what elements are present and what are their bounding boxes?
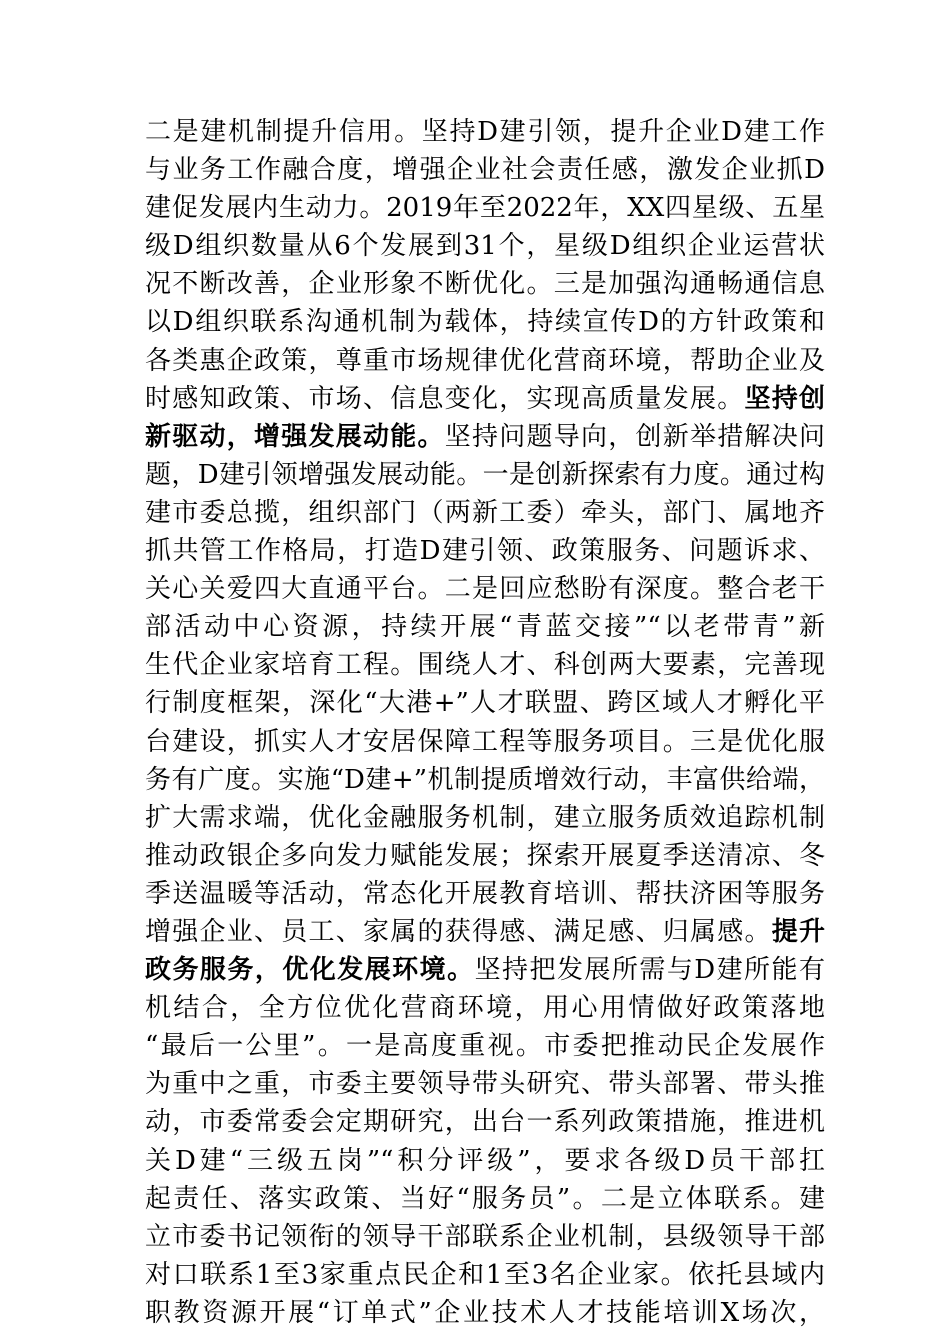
- text-line: [145, 1218, 825, 1256]
- body-text: 建市委总揽，组织部门（两新工委）牵头，部门、属地齐: [145, 497, 825, 528]
- body-text: 坚持把发展所需与D建所能有: [474, 955, 825, 986]
- body-text: 台建设，抓实人才安居保障工程等服务项目。三是优化服: [145, 726, 825, 757]
- body-text: 务有广度。实施“D建+”机制提质增效行动，丰富供给端，: [145, 764, 825, 795]
- text-line: [145, 570, 825, 608]
- body-text: 扩大需求端，优化金融服务机制，建立服务质效追踪机制: [145, 802, 825, 833]
- body-text: 起责任、落实政策、当好“服务员”。二是立体联系。建: [145, 1183, 825, 1214]
- bold-heading-text: 新驱动，增强发展动能。: [145, 421, 445, 452]
- text-line: [145, 532, 825, 570]
- text-line: [145, 342, 825, 380]
- body-paragraph: [145, 113, 825, 1332]
- text-line: [145, 875, 825, 913]
- text-line: [145, 723, 825, 761]
- bold-heading-text: 提升: [771, 916, 825, 947]
- bold-heading-text: 坚持创: [744, 383, 825, 414]
- text-line: [145, 380, 825, 418]
- body-text: 各类惠企政策，尊重市场规律优化营商环境，帮助企业及: [145, 345, 825, 376]
- body-text: 级D组织数量从6个发展到31个，星级D组织企业运营状: [145, 231, 825, 262]
- body-text: 关D建“三级五岗”“积分评级”，要求各级D员干部扛: [145, 1145, 825, 1176]
- body-text: 况不断改善，企业形象不断优化。三是加强沟通畅通信息: [145, 269, 825, 300]
- body-text: 二是建机制提升信用。坚持D建引领，提升企业D建工作: [145, 117, 825, 147]
- body-text: 季送温暖等活动，常态化开展教育培训、帮扶济困等服务: [145, 878, 825, 909]
- bold-heading-text: 政务服务，优化发展环境。: [145, 955, 475, 986]
- body-text: 职教资源开展“订单式”企业技术人才技能培训X场次，: [145, 1297, 825, 1328]
- text-line: [145, 1180, 825, 1218]
- body-text: 机结合，全方位优化营商环境，用心用情做好政策落地: [145, 993, 825, 1024]
- text-line: [145, 1294, 825, 1332]
- text-line: [145, 418, 825, 456]
- body-text: 时感知政策、市场、信息变化，实现高质量发展。: [145, 383, 745, 414]
- text-line: [145, 1256, 825, 1294]
- body-text: 立市委书记领衔的领导干部联系企业机制，县级领导干部: [145, 1221, 825, 1252]
- body-text: 推动政银企多向发力赋能发展；探索开展夏季送清凉、冬: [145, 840, 825, 871]
- text-line: [145, 189, 825, 227]
- text-line: [145, 1103, 825, 1141]
- text-line: [145, 1142, 825, 1180]
- text-line: [145, 265, 825, 303]
- text-line: [145, 1027, 825, 1065]
- text-line: [145, 303, 825, 341]
- body-text: 部活动中心资源，持续开展“青蓝交接”“以老带青”新: [145, 612, 825, 643]
- text-line: [145, 151, 825, 189]
- body-text: 生代企业家培育工程。围绕人才、科创两大要素，完善现: [145, 650, 825, 681]
- body-text: 关心关爱四大直通平台。二是回应愁盼有深度。整合老干: [145, 574, 825, 605]
- body-text: 建促发展内生动力。2019年至2022年，XX四星级、五星: [145, 193, 825, 224]
- body-text: 对口联系1至3家重点民企和1至3名企业家。依托县域内: [145, 1259, 825, 1290]
- text-line: [145, 113, 825, 151]
- text-line: [145, 799, 825, 837]
- body-text: 行制度框架，深化“大港+”人才联盟、跨区域人才孵化平: [145, 688, 825, 719]
- text-line: [145, 684, 825, 722]
- body-text: 与业务工作融合度，增强企业社会责任感，激发企业抓D: [145, 155, 825, 186]
- body-text: 题，D建引领增强发展动能。一是创新探索有力度。通过构: [145, 459, 825, 490]
- text-line: [145, 608, 825, 646]
- text-line: [145, 227, 825, 265]
- body-text: 动，市委常委会定期研究，出台一系列政策措施，推进机: [145, 1107, 825, 1138]
- body-text: 为重中之重，市委主要领导带头研究、带头部署、带头推: [145, 1069, 825, 1100]
- body-text: 坚持问题导向，创新举措解决问: [444, 421, 825, 452]
- text-line: [145, 989, 825, 1027]
- text-line: [145, 951, 825, 989]
- text-line: [145, 837, 825, 875]
- text-line: [145, 646, 825, 684]
- text-line: [145, 913, 825, 951]
- text-line: [145, 456, 825, 494]
- text-line: [145, 494, 825, 532]
- body-text: 增强企业、员工、家属的获得感、满足感、归属感。: [145, 916, 772, 947]
- text-line: [145, 1065, 825, 1103]
- text-line: [145, 761, 825, 799]
- body-text: 抓共管工作格局，打造D建引领、政策服务、问题诉求、: [145, 536, 825, 567]
- body-text: 以D组织联系沟通机制为载体，持续宣传D的方针政策和: [145, 307, 825, 338]
- body-text: “最后一公里”。一是高度重视。市委把推动民企发展作: [145, 1031, 825, 1062]
